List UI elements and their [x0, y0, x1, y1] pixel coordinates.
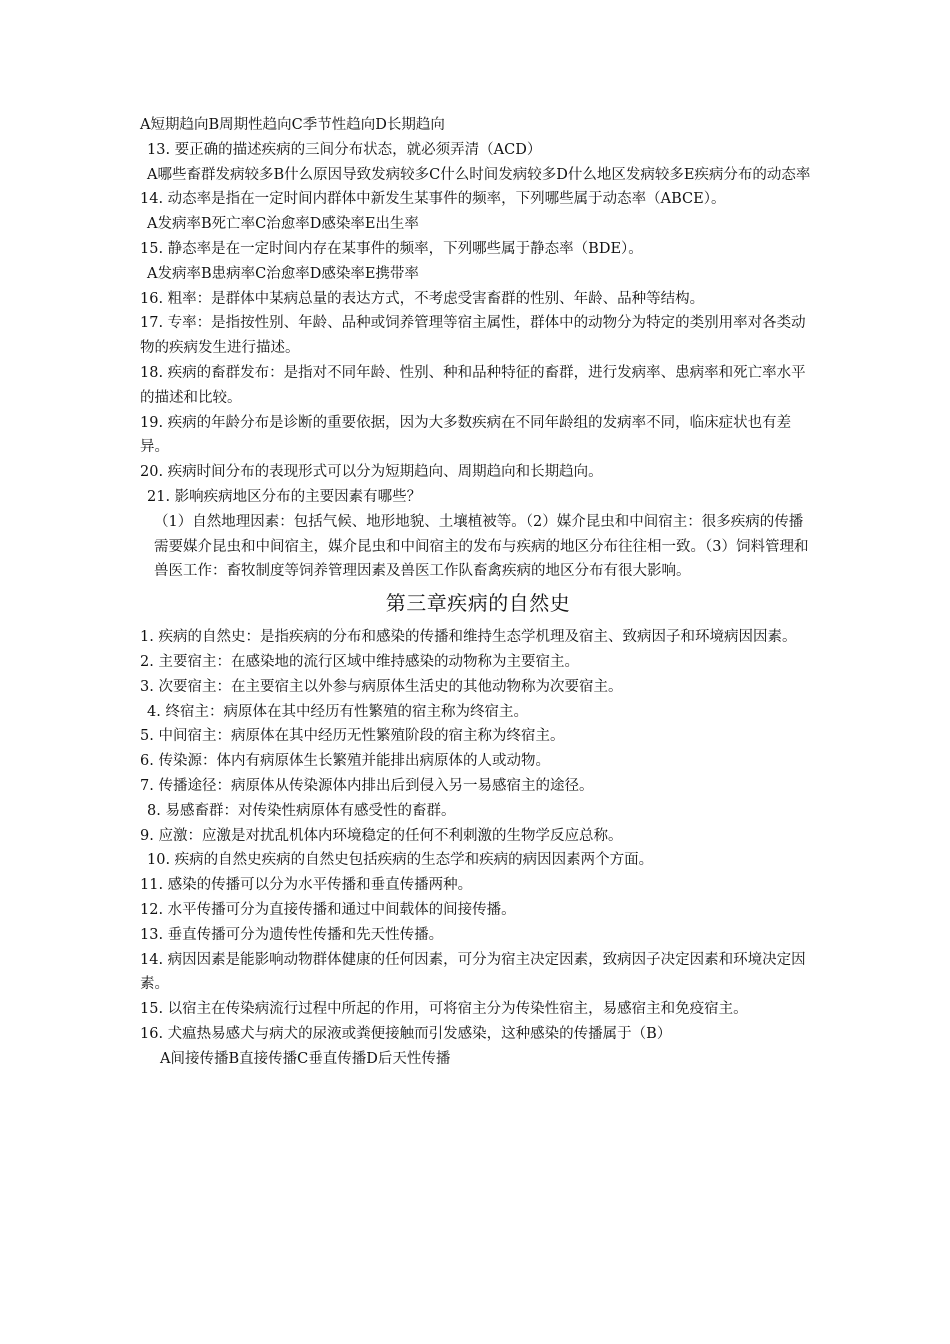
paragraph-line: 14. 动态率是指在一定时间内群体中新发生某事件的频率，下列哪些属于动态率（ABCE）。 [140, 191, 726, 208]
paragraph-line: 17. 专率：是指按性别、年龄、品种或饲养管理等宿主属性，群体中的动物分为特定的类别用率对各类动物的疾病发生进行描述。 [140, 315, 806, 357]
paragraph-line: 10. 疾病的自然史疾病的自然史包括疾病的生态学和疾病的病因因素两个方面。 [147, 852, 654, 869]
paragraph-line: （1）自然地理因素：包括气候、地形地貌、土壤植被等。（2）媒介昆虫和中间宿主：很多疾病的传播需要媒介昆虫和中间宿主，媒介昆虫和中间宿主的发布与疾病的地区分布往往相一致。（3）饲料管理和兽医工作：畜牧制度等饲养管理因素及兽医工作队畜禽疾病的地区分布有很大影响。 [154, 513, 809, 580]
paragraph-line: 7. 传播途径：病原体从传染源体内排出后到侵入另一易感宿主的途径。 [140, 777, 594, 794]
document-page [140, 113, 816, 1071]
paragraph-line: A间接传播B直接传播C垂直传播D后天性传播 [160, 1050, 451, 1067]
section-chapter-two-questions [140, 113, 816, 584]
paragraph-line: 19. 疾病的年龄分布是诊断的重要依据，因为大多数疾病在不同年龄组的发病率不同，临床症状也有差异。 [140, 414, 792, 456]
paragraph-line: A发病率B患病率C治愈率D感染率E携带率 [147, 265, 419, 282]
paragraph-line: 9. 应激：应激是对扰乱机体内环境稳定的任何不利刺激的生物学反应总称。 [140, 827, 623, 844]
paragraph-line: 15. 以宿主在传染病流行过程中所起的作用，可将宿主分为传染性宿主，易感宿主和免疫宿主。 [140, 1001, 748, 1018]
paragraph-line: 8. 易感畜群：对传染性病原体有感受性的畜群。 [147, 802, 456, 819]
paragraph-line: 12. 水平传播可分为直接传播和通过中间载体的间接传播。 [140, 901, 516, 918]
paragraph-line: A发病率B死亡率C治愈率D感染率E出生率 [147, 216, 419, 233]
paragraph-line: 11. 感染的传播可以分为水平传播和垂直传播两种。 [140, 877, 473, 894]
paragraph-line: 14. 病因因素是能影响动物群体健康的任何因素，可分为宿主决定因素，致病因子决定因素和环境决定因素。 [140, 951, 806, 993]
paragraph-line: 16. 犬瘟热易感犬与病犬的尿液或粪便接触而引发感染，这种感染的传播属于（B） [140, 1025, 672, 1042]
paragraph-line: 4. 终宿主：病原体在其中经历有性繁殖的宿主称为终宿主。 [147, 703, 528, 720]
paragraph-line: 5. 中间宿主：病原体在其中经历无性繁殖阶段的宿主称为终宿主。 [140, 728, 565, 745]
paragraph-line: 13. 要正确的描述疾病的三间分布状态，就必须弄清（ACD） [147, 141, 542, 158]
section-chapter-three-questions [140, 625, 816, 1071]
paragraph-line: 20. 疾病时间分布的表现形式可以分为短期趋向、周期趋向和长期趋向。 [140, 464, 603, 481]
paragraph-line: 13. 垂直传播可分为遗传性传播和先天性传播。 [140, 926, 444, 943]
paragraph-line: 15. 静态率是在一定时间内存在某事件的频率，下列哪些属于静态率（BDE）。 [140, 240, 643, 257]
paragraph-line: 21. 影响疾病地区分布的主要因素有哪些？ [147, 488, 422, 505]
paragraph-line: 3. 次要宿主：在主要宿主以外参与病原体生活史的其他动物称为次要宿主。 [140, 678, 623, 695]
paragraph-line: 1. 疾病的自然史：是指疾病的分布和感染的传播和维持生态学机理及宿主、致病因子和环境病因因素。 [140, 629, 797, 646]
paragraph-line: 2. 主要宿主：在感染地的流行区域中维持感染的动物称为主要宿主。 [140, 653, 579, 670]
paragraph-line: A哪些畜群发病较多B什么原因导致发病较多C什么时间发病较多D什么地区发病较多E疾病分布的动态率 [147, 166, 811, 183]
paragraph-line: 16. 粗率：是群体中某病总量的表达方式，不考虑受害畜群的性别、年龄、品种等结构。 [140, 290, 705, 307]
paragraph-line: A短期趋向B周期性趋向C季节性趋向D长期趋向 [140, 117, 445, 133]
paragraph-line: 6. 传染源：体内有病原体生长繁殖并能排出病原体的人或动物。 [140, 753, 550, 770]
paragraph-line: 18. 疾病的畜群发布：是指对不同年龄、性别、种和品种特征的畜群，进行发病率、患病率和死亡率水平的描述和比较。 [140, 364, 806, 406]
chapter-title: 第三章疾病的自然史 [385, 591, 571, 616]
